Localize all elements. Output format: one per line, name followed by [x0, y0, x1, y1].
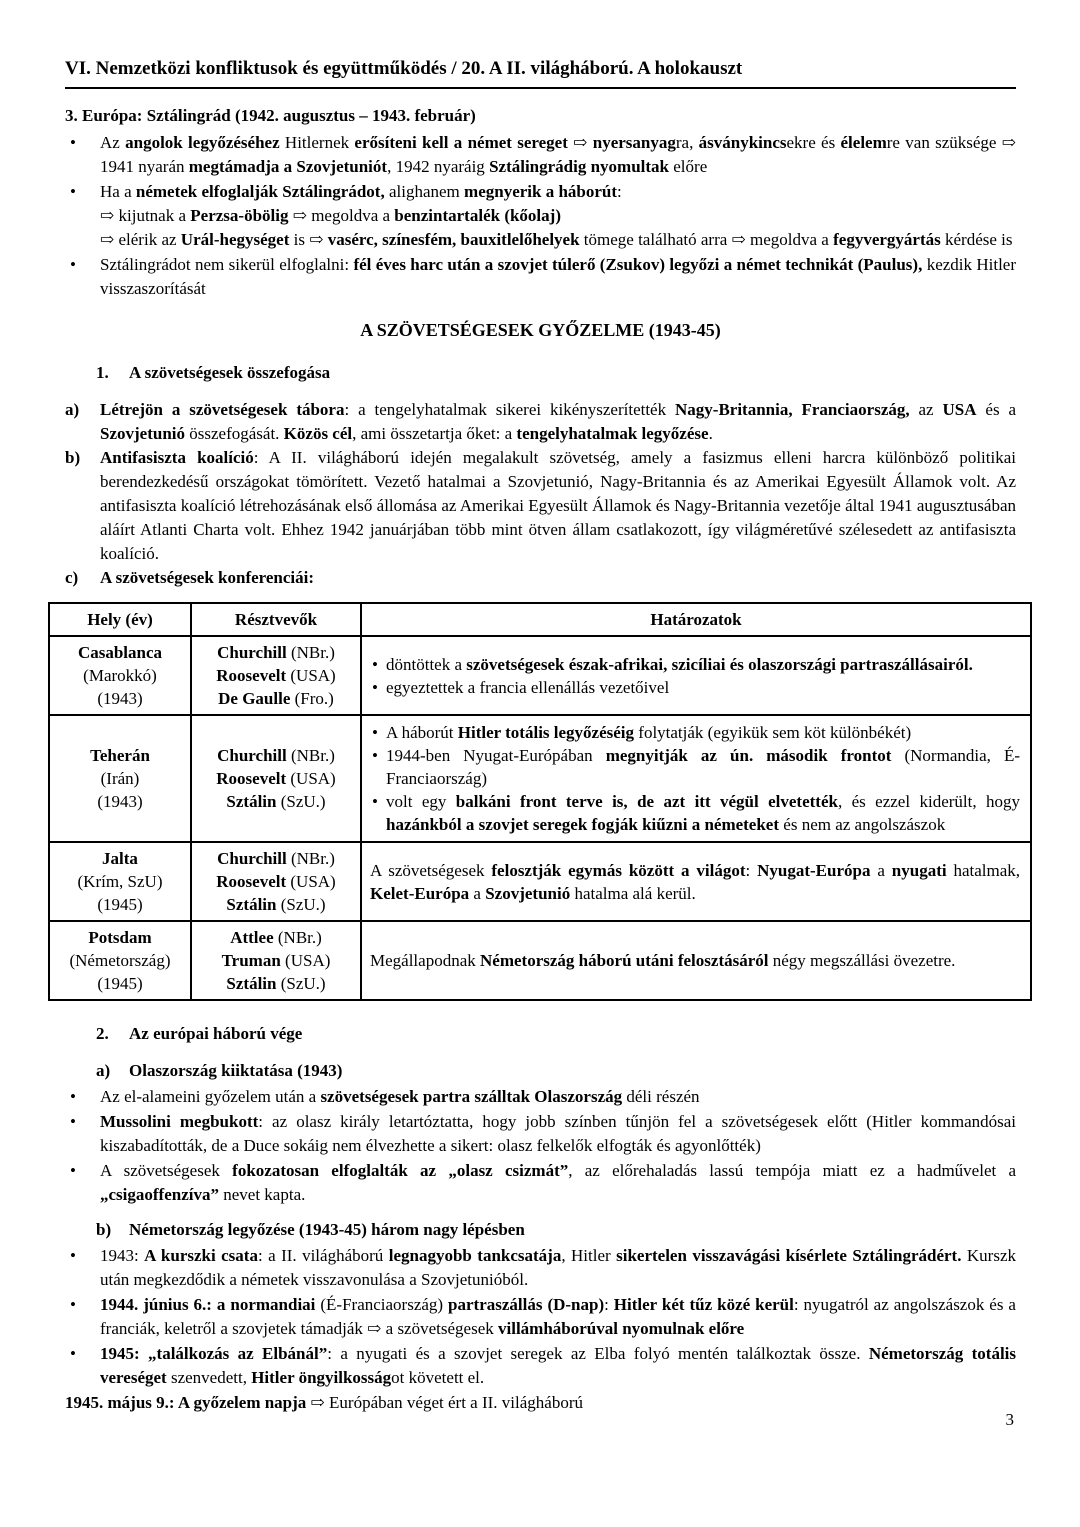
place-name: Potsdam — [88, 928, 152, 947]
decision-item: • döntöttek a szövetségesek észak-afrikai, szicíliai és olaszországi partraszállásairól. — [370, 653, 1020, 676]
section-3-heading: 3. Európa: Sztálingrád (1942. augusztus – 1943. február) — [65, 106, 476, 125]
decision-item: • 1944-ben Nyugat-Európában megnyitják az ún. második frontot (Normandia, É-Franciaország) — [370, 744, 1020, 790]
item-a-text: Létrejön a szövetségesek tábora: a tengelyhatalmak sikerei kikényszerítették Nagy-Britannia, Franciaország, az USA és a Szovjetunió összefogását. Közös cél, ami összetartja őket: a tengelyhatalmak legyőzése. — [100, 400, 1017, 443]
column-header-place: Hely (év) — [49, 603, 191, 636]
column-header-decisions: Határozatok — [361, 603, 1031, 636]
place-year: (1943) — [97, 689, 143, 708]
subsection-1-title: A szövetségesek összefogása — [129, 363, 331, 382]
decision-item: • volt egy balkáni front terve is, de azt itt végül elvetették, és ezzel kiderült, hogy hazánkból a szovjet seregek fogják kiűzni a németeket és nem az angolszászok — [370, 790, 1020, 836]
place-cell — [49, 842, 191, 921]
bullet-text: • Az angolok legyőzéséhez Hitlernek erősíteni kell a német sereget ⇨ nyersanyagra, ásványkincsekre és élelemre van szüksége ⇨ 1941 nyarán megtámadja a Szovjetuniót, 1942 nyaráig Sztálingrádig nyomultak előre — [100, 133, 1017, 176]
place-name: Jalta — [102, 849, 138, 868]
bullet-item — [65, 1085, 1016, 1109]
item-a — [65, 398, 1016, 446]
item-b-marker: b) — [65, 448, 81, 467]
page-number: 3 — [1005, 1410, 1014, 1429]
subsection-2b-title: Németország legyőzése (1943-45) három nagy lépésben — [129, 1220, 525, 1239]
decisions-cell — [361, 842, 1031, 921]
bullet-item — [65, 253, 1016, 301]
subsection-2-title: Az európai háború vége — [129, 1024, 303, 1043]
decision-item: • egyeztettek a francia ellenállás vezetőivel — [370, 676, 1020, 699]
item-a-marker: a) — [65, 400, 80, 419]
place-year: (1943) — [97, 792, 143, 811]
place-cell — [49, 636, 191, 715]
subsection-2b-marker: b) — [96, 1220, 112, 1239]
decisions-cell — [361, 636, 1031, 715]
participant: Attlee (NBr.) — [230, 928, 322, 947]
participants-cell — [191, 842, 361, 921]
item-b — [65, 446, 1016, 566]
arrow-subitem: ⇨ elérik az Urál-hegységet is ⇨ vasérc, színesfém, bauxitlelőhelyek tömege található arra ⇨ megoldva a fegyvergyártás kérdése is — [100, 230, 1013, 249]
arrow-subitem: ⇨ kijutnak a Perzsa-öbölig ⇨ megoldva a benzintartalék (kőolaj) — [100, 206, 561, 225]
participant: Truman (USA) — [221, 951, 331, 970]
bullet-text: • 1944. június 6.: a normandiai (É-Franciaország) partraszállás (D-nap): Hitler két tűz közé kerül: nyugatról az angolszászok és a franciák, keletről a szovjetek támadják ⇨ a szövetségesek villámháborúval nyomulnak előre — [100, 1295, 1016, 1338]
bullet-item — [65, 1342, 1016, 1390]
place-country: (Krím, SzU) — [77, 872, 163, 891]
bullet-text: • 1945: „találkozás az Elbánál”: a nyugati és a szovjet seregek az Elba folyó mentén találkoztak össze. Németország totális vereséget szenvedett, Hitler öngyilkosságot követett el. — [100, 1344, 1017, 1387]
stalingrad-bullet-list — [65, 131, 1016, 301]
conference-table — [48, 602, 1032, 1001]
italy-bullet-list — [65, 1085, 1016, 1207]
subsection-2a-marker: a) — [96, 1061, 111, 1080]
closing-line: 1945. május 9.: A győzelem napja ⇨ Európában véget ért a II. világháború — [65, 1393, 583, 1412]
participant: Sztálin (SzU.) — [226, 974, 326, 993]
participant: Sztálin (SzU.) — [226, 895, 326, 914]
subsection-1-heading — [96, 361, 1016, 385]
subsection-2a-title: Olaszország kiiktatása (1943) — [129, 1061, 343, 1080]
bullet-item — [65, 1244, 1016, 1292]
document-title: VI. Nemzetközi konfliktusok és együttműködés / 20. A II. világháború. A holokauszt — [65, 56, 1016, 89]
participant: Sztálin (SzU.) — [226, 792, 326, 811]
item-c-text: A szövetségesek konferenciái: — [100, 568, 315, 587]
place-cell — [49, 921, 191, 1000]
bullet-item — [65, 1110, 1016, 1158]
place-name: Teherán — [90, 746, 150, 765]
participant: Churchill (NBr.) — [217, 746, 335, 765]
bullet-item — [65, 131, 1016, 179]
participant: Roosevelt (USA) — [216, 666, 336, 685]
germany-bullet-list — [65, 1244, 1016, 1390]
place-country: (Németország) — [69, 951, 171, 970]
table-row-potsdam — [49, 921, 1031, 1000]
item-c-marker: c) — [65, 568, 79, 587]
place-name: Casablanca — [77, 643, 163, 662]
allies-victory-heading: A SZÖVETSÉGESEK GYŐZELME (1943-45) — [360, 320, 721, 340]
subsection-2b-heading — [96, 1218, 1016, 1242]
place-year: (1945) — [97, 974, 143, 993]
item-c — [65, 566, 1016, 590]
decisions-cell — [361, 921, 1031, 1000]
participants-cell — [191, 921, 361, 1000]
decisions-cell — [361, 715, 1031, 842]
participant: Roosevelt (USA) — [216, 872, 336, 891]
subsection-2-heading — [96, 1022, 1016, 1046]
item-b-text: Antifasiszta koalíció: A II. világháború idején megalakult szövetség, amely a fasizmus elleni harcra különböző politikai berendezkedésű országokat tömörített. Vezető hatalmai a Szovjetunió, Nagy-Britannia és az Amerikai Egyesült Államok volt. Az antifasiszta koalíció létrehozásának első állomása az Amerikai Egyesült Államok és Nagy-Britannia vezetője által 1941 augusztusában aláírt Atlanti Charta volt. Ehhez 1942 januárjában több mint ötven állam csatlakozott, így világméretűvé szélesedett az antifasiszta koalíció. — [100, 448, 1016, 563]
bullet-item — [65, 180, 1016, 252]
place-year: (1945) — [97, 895, 143, 914]
bullet-text: • A szövetségesek fokozatosan elfoglalták az „olasz csizmát”, az előrehaladás lassú tempója miatt ez a hadművelet a „csigaoffenzíva” nevet kapta. — [100, 1161, 1017, 1204]
place-cell — [49, 715, 191, 842]
table-row-casablanca — [49, 636, 1031, 715]
place-country: (Marokkó) — [83, 666, 157, 685]
subsection-2-number: 2. — [96, 1024, 109, 1043]
table-header-row — [49, 603, 1031, 636]
bullet-text: • Mussolini megbukott: az olasz király letartóztatta, hogy jobb színben tűnjön fel a szövetségesek előtt (Hitler kommandósai kiszabadították, de a Duce sokáig nem élvezhette a sikert: olasz felkelők elfogták és agyonlőtték) — [100, 1112, 1017, 1155]
subsection-1-number: 1. — [96, 363, 109, 382]
participant: Churchill (NBr.) — [217, 643, 335, 662]
table-row-teheran — [49, 715, 1031, 842]
participant: Roosevelt (USA) — [216, 769, 336, 788]
decision-text: Megállapodnak Németország háború utáni felosztásáról négy megszállási övezetre. — [370, 951, 956, 970]
decision-item: • A háborút Hitler totális legyőzéséig folytatják (egyikük sem köt különbékét) — [370, 721, 1020, 744]
bullet-text: • 1943: A kurszki csata: a II. világháború legnagyobb tankcsatája, Hitler sikertelen visszavágási kísérlete Sztálingrádért. Kurszk után megkezdődik a németek visszavonulása a Szovjetunióból. — [100, 1246, 1016, 1289]
bullet-item — [65, 1293, 1016, 1341]
participants-cell — [191, 636, 361, 715]
bullet-item — [65, 1159, 1016, 1207]
participant: Churchill (NBr.) — [217, 849, 335, 868]
bullet-text: • Az el-alameini győzelem után a szövetségesek partra szálltak Olaszország déli részén — [100, 1087, 700, 1106]
bullet-text: • Ha a németek elfoglalják Sztálingrádot, alighanem megnyerik a háborút: — [100, 182, 622, 201]
table-row-jalta — [49, 842, 1031, 921]
bullet-text: • Sztálingrádot nem sikerül elfoglalni: fél éves harc után a szovjet túlerő (Zsukov) legyőzi a német technikát (Paulus), kezdik Hitler visszaszorítását — [100, 255, 1017, 298]
decision-text: A szövetségesek felosztják egymás között a világot: Nyugat-Európa a nyugati hatalmak, Kelet-Európa a Szovjetunió hatalma alá kerül. — [370, 860, 1021, 903]
place-country: (Irán) — [100, 769, 140, 788]
subsection-2a-heading — [96, 1059, 1016, 1083]
participants-cell — [191, 715, 361, 842]
participant: De Gaulle (Fro.) — [218, 689, 334, 708]
column-header-participants: Résztvevők — [191, 603, 361, 636]
